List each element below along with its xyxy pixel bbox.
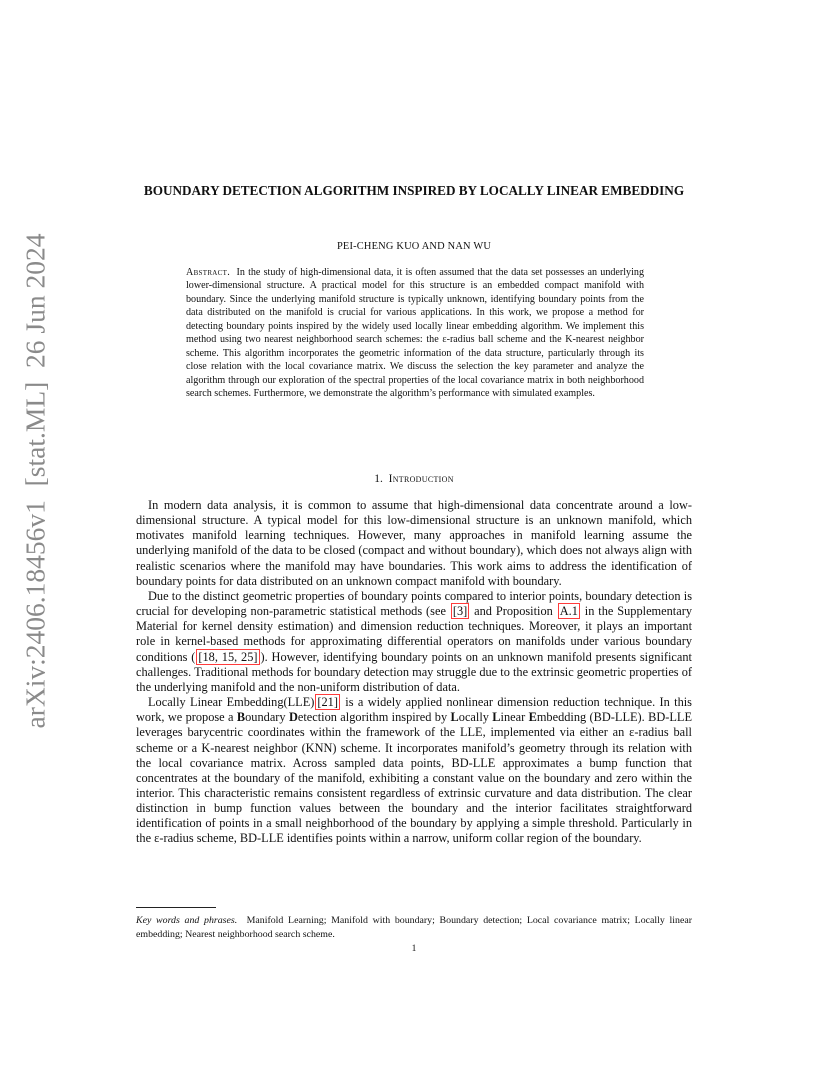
paragraph-3-text-e: ocally <box>458 710 493 725</box>
paragraph-2-text-a: Due to the distinct geometric properties of boundary points compared to interior points, boundary detection is crucial for developing non-parametric statistical methods (see <box>136 588 692 619</box>
acronym-letter-e: E <box>528 710 537 725</box>
section-number: 1. <box>374 473 383 485</box>
citation-link-3[interactable]: [3] <box>452 604 468 619</box>
footnote <box>136 914 692 941</box>
acronym-letter-b: B <box>236 710 246 725</box>
paragraph-1: In modern data analysis, it is common to assume that high-dimensional data concentrate around a low-dimensional structure. A typical model for this low-dimensional structure is an unknown manifold, which motivates manifold learning techniques. However, many approaches in manifold learning assume the underlying manifold of the data to be closed (compact and without boundary), which does not always align with realistic scenarios where the manifold may have boundaries. This work aims to address the identification of boundary points for data distributed on an unknown compact manifold with boundary. <box>136 498 692 588</box>
paper-authors: PEI-CHENG KUO AND NAN WU <box>336 241 492 252</box>
paragraph-3 <box>136 695 692 847</box>
page-number: 1 <box>411 944 417 954</box>
abstract-label: Abstract. <box>186 267 231 278</box>
paragraph-2 <box>136 589 692 695</box>
paragraph-3-text-d: etection algorithm inspired by <box>297 710 451 725</box>
section-title: Introduction <box>388 473 454 485</box>
paragraph-3-text-b: is a widely applied nonlinear dimension reduction technique. In this work, we propose a <box>136 695 692 725</box>
footnote-label: Key words and phrases. <box>136 915 238 926</box>
acronym-letter-l1: L <box>450 710 459 725</box>
paragraph-2-text-c: in the Supplementary Material for kernel density estimation) and dimension reduction techniques. Moreover, it plays an important role in kernel-based methods for approximating differential operators on manifolds under various boundary conditions ( <box>136 604 693 664</box>
body-text <box>136 498 692 847</box>
proposition-link[interactable]: A.1 <box>559 604 578 619</box>
acronym-letter-d: D <box>288 710 298 725</box>
citation-link-21[interactable]: [21] <box>317 695 338 710</box>
abstract <box>186 266 644 401</box>
paragraph-3-text-f: inear <box>500 710 529 725</box>
citation-link-group[interactable]: [18, 15, 25] <box>198 649 258 664</box>
paragraph-3-text-c: oundary <box>245 710 289 725</box>
abstract-text: In the study of high-dimensional data, it is often assumed that the data set possesses an underlying lower-dimensional structure. A practical model for this structure is an embedded compact manifold with boundary. Since the underlying manifold structure is typically unknown, identifying boundary points from the data distributed on the manifold is crucial for various applications. In this work, we propose a method for detecting boundary points inspired by the widely used locally linear embedding algorithm. We implement this method using two nearest neighborhood search schemes: the ε-radius ball scheme and the K-nearest neighbor scheme. This algorithm incorporates the geometric information of the data structure, particularly through its close relation with the local covariance matrix. We discuss the selection the key parameter and analyze the algorithm through our exploration of the spectral properties of the local covariance matrix in both neighborhood search schemes. Furthermore, we demonstrate the algorithm’s performance with simulated examples. <box>186 267 645 400</box>
footnote-text: Manifold Learning; Manifold with boundary; Boundary detection; Local covariance matrix; Locally linear embedding; Nearest neighborhood search scheme. <box>136 915 693 940</box>
acronym-letter-l2: L <box>492 710 501 725</box>
paragraph-3-text-a: Locally Linear Embedding(LLE) <box>148 695 315 710</box>
footnote-rule <box>136 907 216 908</box>
paragraph-2-text-d: ). However, identifying boundary points on an unknown manifold presents significant challenges. Traditional methods for boundary detection may struggle due to the extrinsic geometric properties of the underlying manifold and the non-uniform distribution of data. <box>136 649 692 694</box>
paragraph-2-text-b: and Proposition <box>470 604 557 619</box>
arxiv-stamp <box>14 233 56 729</box>
section-heading <box>136 473 692 485</box>
paper-title: BOUNDARY DETECTION ALGORITHM INSPIRED BY LOCALLY LINEAR EMBEDDING <box>143 183 685 198</box>
paragraph-3-text-g: mbedding (BD-LLE). BD-LLE leverages barycentric coordinates within the framework of the LLE, implemented via either an ε-radius ball scheme or a K-nearest neighbor (KNN) scheme. It incorporates manifold’s geometry through its relation with the local covariance matrix. Across sampled data points, BD-LLE approximates a bump function that concentrates at the boundary of the manifold, exhibiting a constant value on the boundary and zero within the interior. This characteristic remains consistent regardless of extrinsic curvature and data distribution. The clear distinction in bump function values between the boundary and the interior facilitates straightforward identification of points in a small neighborhood of the boundary by applying a simple threshold. Particularly in the ε-radius scheme, BD-LLE identifies points within a narrow, uniform collar region of the boundary. <box>136 710 692 846</box>
arxiv-stamp-text: arXiv:2406.18456v1 [stat.ML] 26 Jun 2024 <box>19 233 51 729</box>
